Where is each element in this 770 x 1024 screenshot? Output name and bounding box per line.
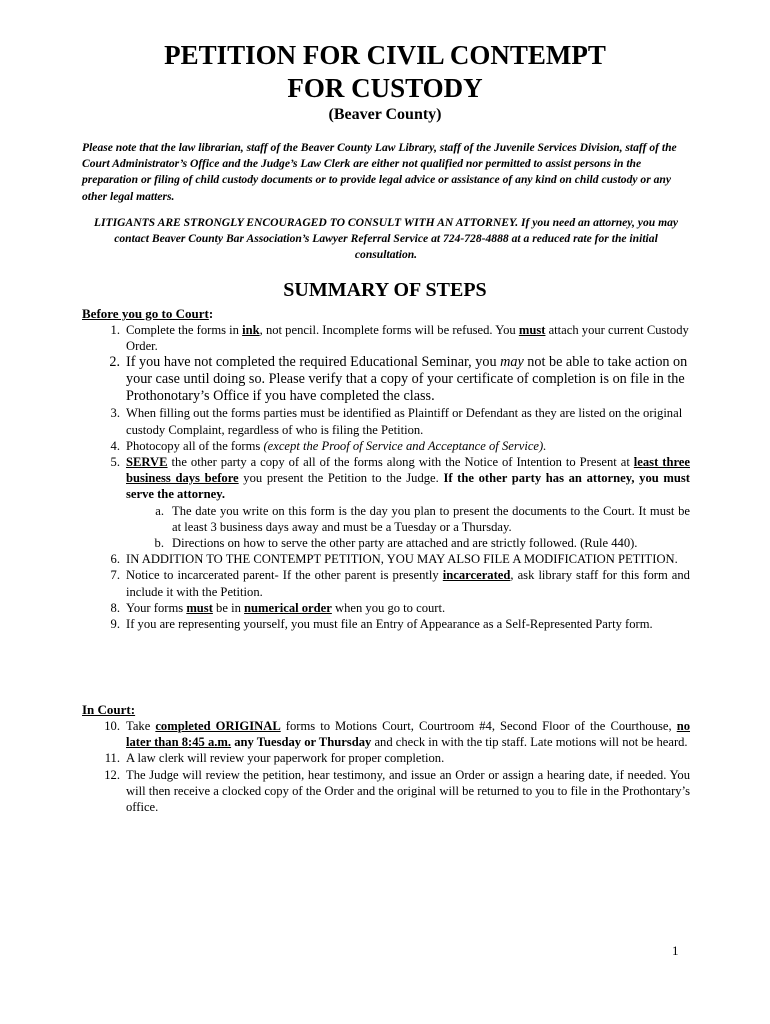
text-run: Take [126,719,156,733]
text-run: If you have not completed the required Educational Seminar, you [126,354,501,371]
emphasis-run: ink [242,323,260,337]
attorney-notice: LITIGANTS ARE STRONGLY ENCOURAGED TO CONSULT WITH AN ATTORNEY. If you need an attorney, you may contact Beaver County Bar Association’s Lawyer Referral Service at 724-728-4888 at a reduced rate for the initial consultation. [93,216,679,262]
list-item-number: 11. [104,751,120,766]
emphasis-run: must [186,600,213,615]
list-item-number: 12. [104,767,120,782]
text-run: The date you write on this form is the day you plan to present the documents to the Court. It must be at least 3 business days away and must be a Tuesday or a Thursday. [172,503,690,534]
text-run: when you go to court. [331,600,446,615]
text-run: attach your current Custody Order. [126,323,689,354]
sub-item-letter: a. [155,503,164,518]
list-item-number: 9. [110,617,120,632]
list-item-number: 8. [110,600,120,615]
list-item [82,438,690,454]
list-item-number: 4. [110,438,120,453]
emphasis-run: may [500,354,524,371]
list-item [82,567,690,599]
summary-heading: SUMMARY OF STEPS [283,279,487,301]
text-run: The Judge will review the petition, hear testimony, and issue an Order or assign a hearing date, if needed. You will then receive a clocked copy of the Order and the original will be returned to you to file in the Prothontary’s office. [126,767,690,815]
page-subtitle: (Beaver County) [328,106,442,123]
list-item-number: 2. [109,354,120,371]
text-run: Notice to incarcerated parent- If the other parent is presently [126,568,443,583]
text-run: and check in with the tip staff. Late motions will not be heard. [371,735,688,750]
disclaimer-paragraph: Please note that the law librarian, staff of the Beaver County Law Library, staff of the Juvenile Services Division, staff of the Court Administrator’s Office and the Judge’s Law Clerk are either not qualified nor permitted to assist persons in the preparation or filing of child custody documents or to provide legal advice or assistance of any kind on child custody or any other legal matters. [82,141,677,203]
emphasis-run: (except the Proof of Service and Acceptance of Service). [263,438,547,453]
before-court-heading-text: Before you go to Court [82,306,209,321]
page-number: 1 [672,943,679,958]
text-run: you present the Petition to the Judge. [238,471,444,486]
page-title-line1: PETITION FOR CIVIL CONTEMPT [164,40,606,70]
list-item [82,750,690,766]
text-run: the other party a copy of all of the forms along with the Notice of Intention to Present at [167,455,634,470]
list-item-number: 1. [110,323,120,337]
list-item-number: 3. [110,406,120,421]
text-run: be in [212,600,245,615]
list-item-number: 5. [110,455,120,470]
list-item [82,354,690,405]
text-run: If you are representing yourself, you must file an Entry of Appearance as a Self-Represented Party form. [126,617,653,632]
list-item [82,600,690,616]
emphasis-run: any Tuesday or Thursday [231,735,372,750]
before-court-heading [82,306,213,322]
text-run: forms to Motions Court, Courtroom #4, Second Floor of the Courthouse, [280,719,677,733]
in-court-heading [82,702,135,718]
emphasis-run: SERVE [126,455,168,470]
list-item [82,767,690,816]
list-item [82,322,690,354]
sub-list-item [82,535,690,551]
emphasis-run: must [518,323,546,337]
in-court-heading-text: In Court: [82,702,136,717]
emphasis-run: least three business days before [126,455,690,486]
before-court-heading-colon: : [208,306,214,321]
text-run: IN ADDITION TO THE CONTEMPT PETITION, YOU MAY ALSO FILE A MODIFICATION PETITION. [126,552,678,567]
list-item-number: 7. [110,568,120,583]
list-item [82,454,690,503]
emphasis-run: completed ORIGINAL [155,719,281,733]
text-run: Complete the forms in [126,323,243,337]
text-run: , ask library staff for this form and include it with the Petition. [126,568,690,599]
emphasis-run: incarcerated [442,568,511,583]
list-item [82,718,690,750]
before-court-list [82,322,690,632]
list-item [82,551,690,567]
list-item [82,616,690,632]
text-run: Directions on how to serve the other party are attached and are strictly followed. (Rule 440). [172,536,638,551]
list-item-number: 6. [110,552,120,567]
text-run: Photocopy all of the forms [126,438,264,453]
sub-item-letter: b. [154,536,164,551]
page-title-line2: FOR CUSTODY [287,73,483,103]
text-run: , not pencil. Incomplete forms will be refused. You [259,323,519,337]
emphasis-run: If the other party has an attorney, you must serve the attorney. [126,471,690,502]
text-run: When filling out the forms parties must be identified as Plaintiff or Defendant as they are listed on the original custody Complaint, regardless of who is filing the Petition. [126,406,683,437]
text-run: A law clerk will review your paperwork for proper completion. [126,751,445,766]
list-item [82,405,690,437]
sub-list-item [82,503,690,535]
text-run: Your forms [126,600,187,615]
in-court-list [82,718,690,815]
emphasis-run: no later than 8:45 a.m. [126,719,691,750]
text-run: not be able to take action on your case until doing so. Please verify that a copy of your certificate of completion is on file in the Prothonotary’s Office if you have completed the class. [126,354,688,405]
list-item-number: 10. [104,719,120,733]
emphasis-run: numerical order [244,600,332,615]
